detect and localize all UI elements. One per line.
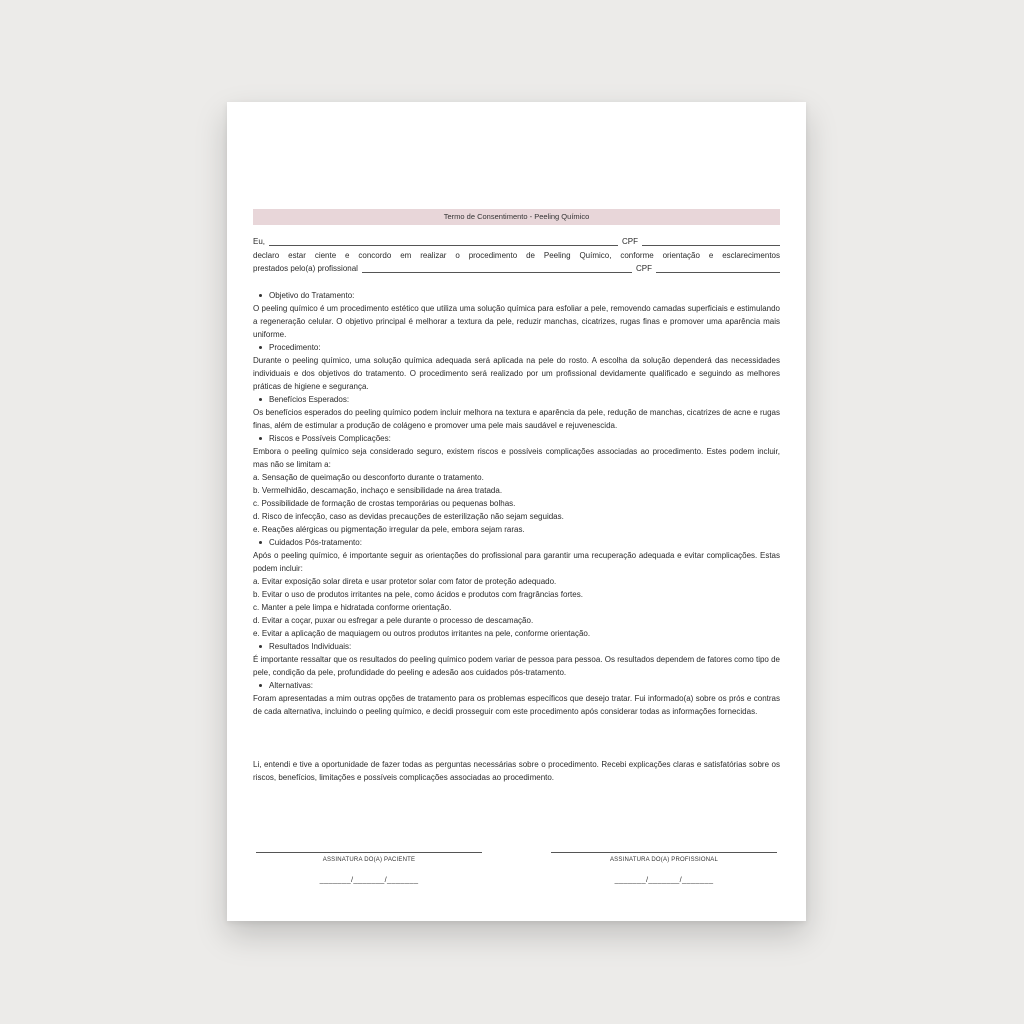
list-item: d. Evitar a coçar, puxar ou esfregar a pele durante o processo de descamação. (253, 616, 534, 625)
section-heading (253, 536, 780, 549)
section-heading (253, 393, 780, 406)
bullet-icon (259, 346, 262, 349)
signature-area (253, 852, 780, 892)
professional-cpf-label: CPF (636, 264, 652, 273)
section-heading-text: Procedimento: (269, 343, 321, 352)
section-heading (253, 679, 780, 692)
list-item: b. Evitar o uso de produtos irritantes na pele, como ácidos e produtos com fragrâncias fortes. (253, 590, 583, 599)
patient-date-field[interactable]: _______/_______/_______ (319, 875, 419, 884)
professional-signature-line[interactable] (551, 852, 777, 853)
patient-signature-line[interactable] (256, 852, 482, 853)
bullet-icon (259, 437, 262, 440)
patient-signature-label: ASSINATURA DO(A) PACIENTE (322, 857, 416, 863)
professional-signature-label: ASSINATURA DO(A) PROFISSIONAL (609, 857, 719, 863)
section-heading (253, 432, 780, 445)
list-item: a. Sensação de queimação ou desconforto durante o tratamento. (253, 473, 484, 482)
section-heading-text: Objetivo do Tratamento: (269, 291, 355, 300)
professional-name-field[interactable] (362, 271, 632, 273)
section-paragraph: Após o peeling químico, é importante seguir as orientações do profissional para garantir uma recuperação adequada e evitar complicações. Estas podem incluir: (253, 551, 780, 573)
document-page (227, 102, 806, 921)
bullet-icon (259, 684, 262, 687)
section-heading-text: Benefícios Esperados: (269, 395, 350, 404)
section-paragraph: Embora o peeling químico seja considerado seguro, existem riscos e possíveis complicações associadas ao procedimento. Estes podem incluir, mas não se limitam a: (253, 447, 780, 469)
patient-line (253, 235, 780, 248)
section-paragraph: Os benefícios esperados do peeling químico podem incluir melhora na textura e aparência da pele, redução de manchas, cicatrizes de acne e rugas finas, além de estimular a produção de colágeno e promover uma pele mais saudável e rejuvenescida. (253, 408, 780, 430)
bullet-icon (259, 645, 262, 648)
section-paragraph: Foram apresentadas a mim outras opções de tratamento para os problemas específicos que desejo tratar. Fui informado(a) sobre os prós e contras de cada alternativa, incluindo o peeling químico, e decidi prosseguir com este procedimento após considerar todas as informações fornecidas. (253, 694, 780, 716)
section-heading-text: Cuidados Pós-tratamento: (269, 538, 362, 547)
professional-cpf-field[interactable] (656, 271, 780, 273)
section-heading (253, 640, 780, 653)
sections (253, 289, 780, 718)
section-paragraph: O peeling químico é um procedimento estético que utiliza uma solução química para esfoliar a pele, removendo camadas superficiais e estimulando a regeneração celular. O objetivo principal é melhorar a textura da pele, reduzir manchas, cicatrizes, rugas finas e promover uma aparência mais uniforme. (253, 304, 780, 339)
list-item: e. Reações alérgicas ou pigmentação irregular da pele, embora sejam raras. (253, 525, 525, 534)
patient-name-field[interactable] (269, 244, 618, 246)
document-content (253, 209, 780, 784)
list-item: c. Possibilidade de formação de crostas temporárias ou pequenas bolhas. (253, 499, 516, 508)
section-heading-text: Resultados Individuais: (269, 642, 352, 651)
bullet-icon (259, 398, 262, 401)
bullet-icon (259, 541, 262, 544)
patient-cpf-label: CPF (622, 237, 638, 246)
list-item: e. Evitar a aplicação de maquiagem ou outros produtos irritantes na pele, conforme orientação. (253, 629, 591, 638)
list-item: b. Vermelhidão, descamação, inchaço e sensibilidade na área tratada. (253, 486, 503, 495)
list-item: c. Manter a pele limpa e hidratada conforme orientação. (253, 603, 452, 612)
section-heading (253, 341, 780, 354)
section-paragraph: É importante ressaltar que os resultados do peeling químico podem variar de pessoa para pessoa. Os resultados dependem de fatores como tipo de pele, condição da pele, profundidade do peeling e adesão aos cuidados pós-tratamento. (253, 655, 780, 677)
list-item: a. Evitar exposição solar direta e usar protetor solar com fator de proteção adequado. (253, 577, 557, 586)
list-item: d. Risco de infecção, caso as devidas precauções de esterilização não sejam seguidas. (253, 512, 564, 521)
closing-statement: Li, entendi e tive a oportunidade de fazer todas as perguntas necessárias sobre o procedimento. Recebi explicações claras e satisfatórias sobre os riscos, benefícios, limitações e possíveis complicações associadas ao procedimento. (253, 760, 780, 782)
declaration-text: declaro estar ciente e concordo em realizar o procedimento de Peeling Químico, conforme orientação e esclarecimentos (253, 251, 780, 260)
document-title: Termo de Consentimento - Peeling Químico (253, 209, 780, 225)
professional-line (253, 262, 780, 275)
patient-cpf-field[interactable] (642, 244, 780, 246)
patient-signature (256, 852, 482, 884)
professional-date-field[interactable]: _______/_______/_______ (614, 875, 714, 884)
section-paragraph: Durante o peeling químico, uma solução química adequada será aplicada na pele do rosto. A escolha da solução dependerá das necessidades individuais e dos objetivos do tratamento. O procedimento será realizado por um profissional devidamente qualificado e seguindo as melhores práticas de higiene e segurança. (253, 356, 780, 391)
section-heading-text: Riscos e Possíveis Complicações: (269, 434, 391, 443)
bullet-icon (259, 294, 262, 297)
professional-signature (551, 852, 777, 884)
prestados-label: prestados pelo(a) profissional (253, 264, 358, 273)
section-heading-text: Alternativas: (269, 681, 314, 690)
eu-label: Eu, (253, 237, 266, 246)
section-heading (253, 289, 780, 302)
